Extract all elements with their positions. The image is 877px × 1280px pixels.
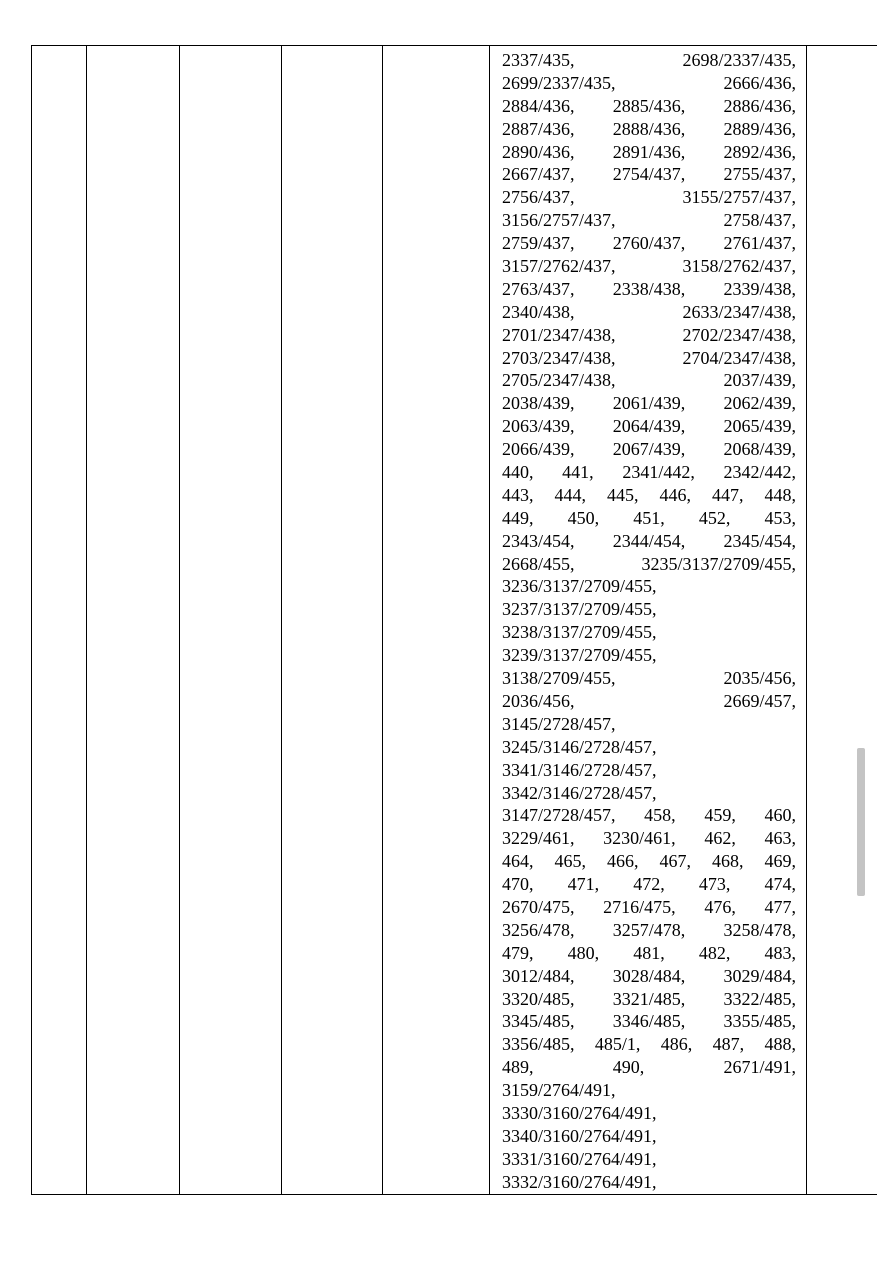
parcel-number: 2337/435, [502,50,575,70]
parcel-numbers-cell [490,46,807,1195]
text-line [502,1079,796,1102]
parcel-number: 476, [704,896,736,917]
parcel-number: 447, [712,484,744,505]
parcel-number: 3230/461, [603,828,676,849]
parcel-number: 464, [502,851,534,872]
parcel-number: 2038/439, [502,393,575,414]
parcel-number: 2758/437, [723,210,796,231]
text-line [502,1033,796,1056]
parcel-number: 3236/3137/2709/455, [502,576,657,597]
parcel-number: 3237/3137/2709/455, [502,599,657,620]
text-line [502,392,796,415]
parcel-number: 2703/2347/438, [502,347,616,368]
parcel-number: 485/1, [594,1034,641,1055]
text-line [502,873,796,896]
parcel-number: 3332/3160/2764/491, [502,1171,657,1192]
table-cell-2 [87,46,180,1195]
parcel-number: 3138/2709/455, [502,668,616,689]
parcel-number: 440, [502,462,534,483]
table-cell-7 [807,46,877,1195]
parcel-number-list [502,49,796,1194]
text-line [502,965,796,988]
parcel-number: 3245/3146/2728/457, [502,736,657,757]
parcel-number: 2065/439, [723,416,796,437]
parcel-number: 2343/454, [502,530,575,551]
text-line [502,232,796,255]
text-line [502,186,796,209]
parcel-number: 2701/2347/438, [502,324,616,345]
parcel-number: 3239/3137/2709/455, [502,645,657,666]
parcel-number: 3340/3160/2764/491, [502,1125,657,1146]
parcel-number: 451, [633,507,665,528]
text-line [502,415,796,438]
parcel-number: 2889/436, [723,118,796,139]
parcel-number: 471, [567,874,600,895]
parcel-number: 2891/436, [612,141,686,162]
text-line [502,575,796,598]
parcel-number: 448, [764,484,796,505]
parcel-number: 2340/438, [502,301,575,322]
text-line [502,95,796,118]
table-cell-4 [282,46,383,1195]
parcel-number: 474, [764,874,796,895]
text-line [502,942,796,965]
text-line [502,369,796,392]
parcel-number: 3235/3137/2709/455, [641,553,796,574]
parcel-number: 3345/485, [502,1011,575,1032]
parcel-number: 3258/478, [723,919,796,940]
parcel-number: 3158/2762/437, [682,256,796,277]
text-line [502,644,796,667]
text-line [502,1102,796,1125]
text-line [502,782,796,805]
parcel-number: 490, [612,1057,645,1078]
parcel-number: 472, [633,874,665,895]
parcel-number: 2633/2347/438, [682,301,796,322]
parcel-number: 3342/3146/2728/457, [502,782,657,803]
parcel-number: 2763/437, [502,278,575,299]
parcel-number: 459, [704,805,736,826]
parcel-number: 462, [704,828,736,849]
parcel-number: 468, [712,851,744,872]
parcel-number: 3156/2757/437, [502,210,616,231]
text-line [502,896,796,919]
text-line [502,324,796,347]
parcel-number: 2759/437, [502,233,575,254]
text-line [502,1010,796,1033]
text-line [502,49,796,72]
parcel-number: 466, [607,851,639,872]
parcel-number: 481, [633,942,665,963]
text-line [502,347,796,370]
parcel-number: 2705/2347/438, [502,370,616,391]
parcel-number: 2699/2337/435, [502,72,616,93]
parcel-number: 2342/442, [723,462,796,483]
parcel-number: 488, [764,1034,796,1055]
text-line [502,759,796,782]
text-line [502,988,796,1011]
text-line [502,850,796,873]
parcel-number: 3257/478, [612,919,686,940]
parcel-number: 470, [502,874,534,895]
parcel-number: 2884/436, [502,95,575,116]
parcel-number: 3330/3160/2764/491, [502,1102,657,1123]
text-line [502,690,796,713]
text-line [502,507,796,530]
parcel-number: 3320/485, [502,988,575,1009]
parcel-number: 2338/438, [612,278,686,299]
parcel-number: 3256/478, [502,919,575,940]
parcel-number: 3346/485, [612,1011,686,1032]
parcel-number: 2760/437, [612,233,686,254]
parcel-number: 2888/436, [612,118,686,139]
text-line [502,1056,796,1079]
text-line [502,484,796,507]
document-table [31,45,877,1195]
parcel-number: 450, [567,507,600,528]
parcel-number: 2716/475, [603,896,676,917]
parcel-number: 477, [764,896,796,917]
parcel-number: 473, [698,874,731,895]
parcel-number: 3029/484, [723,965,796,986]
parcel-number: 3155/2757/437, [682,187,796,208]
parcel-number: 2885/436, [612,95,686,116]
parcel-number: 2890/436, [502,141,575,162]
parcel-number: 2755/437, [723,164,796,185]
parcel-number: 460, [764,805,796,826]
parcel-number: 3238/3137/2709/455, [502,622,657,643]
parcel-number: 3028/484, [612,965,686,986]
parcel-number: 2667/437, [502,164,575,185]
parcel-number: 2062/439, [723,393,796,414]
parcel-number: 3331/3160/2764/491, [502,1148,657,1169]
scrollbar-thumb[interactable] [857,748,865,896]
parcel-number: 2037/439, [723,370,796,391]
parcel-number: 441, [562,462,594,483]
parcel-number: 3229/461, [502,828,575,849]
parcel-number: 446, [659,484,691,505]
parcel-number: 483, [764,942,796,963]
parcel-number: 3355/485, [723,1011,796,1032]
parcel-number: 486, [660,1034,693,1055]
text-line [502,621,796,644]
text-line [502,530,796,553]
parcel-number: 480, [567,942,600,963]
table-cell-3 [180,46,282,1195]
parcel-number: 2064/439, [612,416,686,437]
parcel-number: 449, [502,507,534,528]
parcel-number: 2892/436, [723,141,796,162]
parcel-number: 3012/484, [502,965,575,986]
parcel-number: 2341/442, [622,462,695,483]
parcel-number: 2036/456, [502,690,575,711]
parcel-number: 465, [554,851,586,872]
parcel-number: 445, [607,484,639,505]
parcel-number: 467, [659,851,691,872]
text-line [502,598,796,621]
parcel-number: 2344/454, [612,530,686,551]
text-line [502,1125,796,1148]
text-line [502,827,796,850]
parcel-number: 2698/2337/435, [682,50,796,70]
parcel-number: 2061/439, [612,393,686,414]
text-line [502,667,796,690]
parcel-number: 453, [764,507,796,528]
parcel-number: 2669/457, [723,690,796,711]
parcel-number: 479, [502,942,534,963]
parcel-number: 489, [502,1057,534,1078]
parcel-number: 3322/485, [723,988,796,1009]
text-line [502,141,796,164]
parcel-number: 444, [554,484,586,505]
parcel-number: 2754/437, [612,164,686,185]
parcel-number: 3356/485, [502,1034,575,1055]
parcel-number: 2668/455, [502,553,575,574]
text-line [502,301,796,324]
text-line [502,118,796,141]
parcel-number: 3147/2728/457, [502,805,616,826]
parcel-number: 2702/2347/438, [682,324,796,345]
parcel-number: 2887/436, [502,118,575,139]
parcel-number: 452, [698,507,731,528]
text-line [502,461,796,484]
parcel-number: 2886/436, [723,95,796,116]
text-line [502,1148,796,1171]
parcel-number: 443, [502,484,534,505]
parcel-number: 2063/439, [502,416,575,437]
table-cell-5 [383,46,490,1195]
parcel-number: 2035/456, [723,668,796,689]
parcel-number: 2067/439, [612,439,686,460]
text-line [502,919,796,942]
table-cell-1 [32,46,87,1195]
parcel-number: 2345/454, [723,530,796,551]
text-line [502,163,796,186]
parcel-number: 3321/485, [612,988,686,1009]
table-row [32,46,877,1195]
parcel-number: 2339/438, [723,278,796,299]
parcel-number: 463, [764,828,796,849]
parcel-number: 487, [712,1034,745,1055]
parcel-number: 3159/2764/491, [502,1080,616,1101]
text-line [502,736,796,759]
parcel-number: 2066/439, [502,439,575,460]
text-line [502,255,796,278]
text-line [502,278,796,301]
text-line [502,72,796,95]
parcel-number: 482, [698,942,731,963]
text-line [502,713,796,736]
parcel-number: 2068/439, [723,439,796,460]
parcel-number: 2671/491, [723,1057,796,1078]
parcel-number: 469, [764,851,796,872]
parcel-number: 2666/436, [723,72,796,93]
parcel-number: 3341/3146/2728/457, [502,759,657,780]
parcel-number: 2761/437, [723,233,796,254]
parcel-number: 458, [644,805,676,826]
text-line [502,804,796,827]
parcel-number: 2670/475, [502,896,575,917]
parcel-number: 2756/437, [502,187,575,208]
parcel-number: 3157/2762/437, [502,256,616,277]
text-line [502,1171,796,1194]
parcel-number: 3145/2728/457, [502,713,616,734]
text-line [502,209,796,232]
text-line [502,553,796,576]
parcel-number: 2704/2347/438, [682,347,796,368]
text-line [502,438,796,461]
